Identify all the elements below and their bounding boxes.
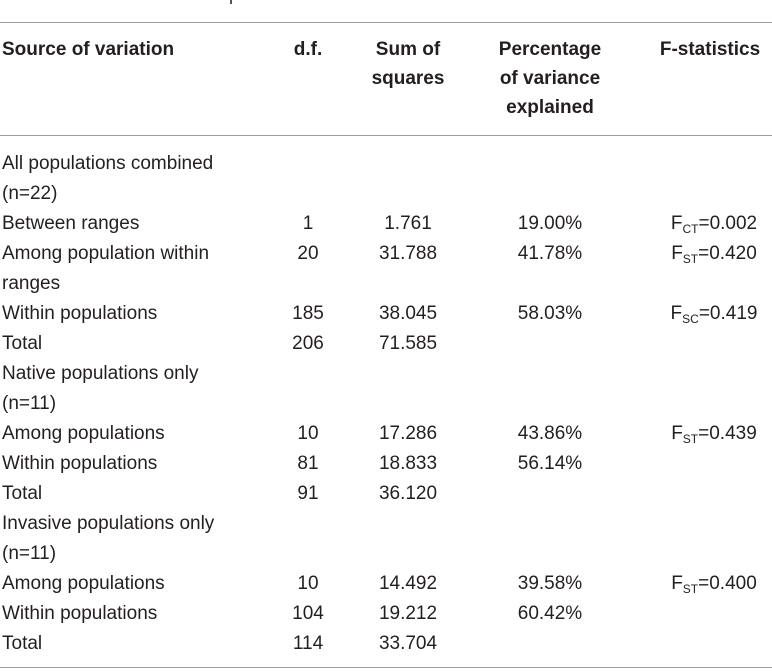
f-stat-subscript: ST: [682, 252, 699, 266]
row-source-label: Native populations only: [2, 363, 199, 384]
row-source-label: (n=11): [2, 393, 57, 414]
header-ss-line1: Sum of: [375, 39, 441, 60]
row-f-statistic: [656, 209, 772, 239]
header-df: d.f.: [293, 39, 323, 60]
table-top-rule: [0, 22, 772, 23]
header-f-statistics: F-statistics: [659, 39, 761, 60]
row-sum-of-squares: 17.286: [378, 423, 438, 444]
row-source-label: (n=11): [2, 543, 57, 564]
row-df: 91: [297, 483, 319, 504]
row-percent-variance: 43.86%: [517, 423, 583, 444]
row-f-statistic: [656, 299, 772, 329]
row-percent-variance: 56.14%: [517, 453, 583, 474]
row-df: 206: [292, 333, 324, 354]
row-source-label: Total: [2, 333, 43, 354]
header-source: Source of variation: [2, 39, 175, 60]
row-df: 185: [292, 303, 324, 324]
header-sum-of-squares: [358, 35, 458, 93]
row-source-label: Invasive populations only: [2, 513, 215, 534]
row-source-label: (n=22): [2, 183, 58, 204]
f-stat-subscript: ST: [682, 582, 699, 596]
header-ss-line2: squares: [371, 68, 445, 89]
f-stat-value: =0.420: [698, 243, 757, 264]
f-stat-value: =0.439: [698, 423, 757, 444]
row-source-label: Within populations: [2, 453, 158, 474]
row-source-label: Total: [2, 633, 43, 654]
row-sum-of-squares: 18.833: [378, 453, 438, 474]
row-percent-variance: 60.42%: [517, 603, 583, 624]
row-percent-variance: 19.00%: [517, 213, 583, 234]
row-sum-of-squares: 71.585: [378, 333, 438, 354]
row-source-label: Within populations: [2, 303, 158, 324]
row-source-label: Total: [2, 483, 43, 504]
row-df: 10: [297, 423, 319, 444]
row-source-label: ranges: [2, 273, 61, 294]
f-stat-subscript: SC: [682, 312, 699, 326]
row-source-label: All populations combined: [2, 153, 214, 174]
row-sum-of-squares: 1.761: [384, 213, 432, 234]
row-source-label: Between ranges: [2, 213, 140, 234]
row-sum-of-squares: 36.120: [378, 483, 438, 504]
table-bottom-rule: [0, 667, 772, 668]
row-source-label: Within populations: [2, 603, 158, 624]
row-df: 114: [292, 633, 324, 654]
header-pv-line3: explained: [506, 97, 594, 118]
stray-mark: [230, 0, 232, 4]
row-df: 104: [292, 603, 324, 624]
row-df: 20: [297, 243, 319, 264]
f-stat-value: =0.002: [698, 213, 758, 234]
header-pv-line1: Percentage: [498, 39, 602, 60]
row-percent-variance: 41.78%: [517, 243, 583, 264]
row-f-statistic: [656, 239, 772, 269]
row-source-label: Among populations: [2, 423, 165, 444]
row-percent-variance: 58.03%: [517, 303, 583, 324]
row-f-statistic: [656, 569, 772, 599]
row-sum-of-squares: 14.492: [378, 573, 438, 594]
row-sum-of-squares: 38.045: [378, 303, 438, 324]
row-df: 81: [297, 453, 319, 474]
f-stat-symbol: F: [671, 423, 683, 444]
header-percentage-variance: [470, 35, 630, 122]
f-stat-value: =0.400: [698, 573, 757, 594]
f-stat-symbol: F: [671, 573, 683, 594]
f-stat-value: =0.419: [698, 303, 758, 324]
row-percent-variance: 39.58%: [517, 573, 583, 594]
row-df: 10: [297, 573, 319, 594]
table-header-rule: [0, 135, 772, 136]
f-stat-symbol: F: [670, 303, 683, 324]
row-df: 1: [302, 213, 314, 234]
row-source-label: Among population within: [2, 243, 210, 264]
row-sum-of-squares: 31.788: [378, 243, 438, 264]
row-source-label: Among populations: [2, 573, 165, 594]
f-stat-subscript: CT: [682, 222, 699, 236]
f-stat-symbol: F: [671, 243, 683, 264]
f-stat-symbol: F: [670, 213, 683, 234]
row-f-statistic: [656, 419, 772, 449]
f-stat-subscript: ST: [682, 432, 699, 446]
row-sum-of-squares: 19.212: [378, 603, 438, 624]
header-pv-line2: of variance: [499, 68, 601, 89]
row-sum-of-squares: 33.704: [378, 633, 438, 654]
